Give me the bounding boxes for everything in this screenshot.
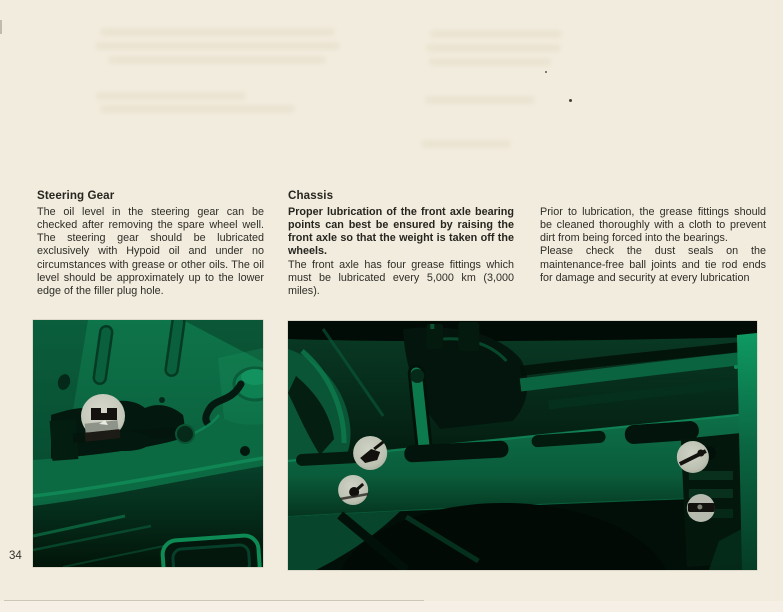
bleedthrough-artifact [426, 44, 561, 52]
steering-gear-photo [33, 320, 263, 567]
bleedthrough-artifact [108, 56, 326, 64]
scan-speck [545, 71, 547, 73]
section-heading-steering-gear: Steering Gear [37, 188, 115, 202]
grease-fitting-highlight-1 [353, 436, 387, 470]
chassis-column [288, 206, 514, 298]
front-axle-photo-art [288, 321, 757, 570]
dust-seals-paragraph: Please check the dust seals on the maintenance-free ball joints and tie rod ends for damage and security at every lubrication [540, 245, 766, 284]
bleedthrough-artifact [425, 96, 535, 104]
chassis-body-paragraph: The front axle has four grease fittings which must be lubricated every 5,000 km (3,000 miles). [288, 258, 514, 297]
bleedthrough-artifact [96, 92, 246, 100]
steering-gear-body: The oil level in the steering gear can be checked after removing the spare wheel well. The steering gear should be lubricated exclusively with Hypoid oil and under no circumstances with grease or other oils. The oil level should be approximately up to the lower edge of the filler plug hole. [37, 206, 264, 297]
scan-speck [0, 20, 2, 34]
steering-gear-photo-art [33, 320, 263, 567]
page-number: 34 [9, 550, 22, 562]
bleedthrough-artifact [100, 105, 295, 113]
grease-fitting-highlight-3 [677, 441, 709, 473]
bleedthrough-artifact [421, 140, 511, 148]
bleedthrough-artifact [100, 28, 335, 36]
section-heading-chassis: Chassis [288, 188, 334, 202]
grease-fitting-highlight-4 [687, 494, 715, 522]
chassis-continued-column [540, 206, 766, 285]
floor-pressing [162, 535, 261, 567]
front-axle-photo [288, 321, 757, 570]
scan-speck [569, 99, 572, 102]
chassis-lead-paragraph: Proper lubrication of the front axle bearing points can best be ensured by raising the front axle so that the weight is taken off the wheels. [288, 206, 514, 258]
bleedthrough-artifact [430, 30, 562, 38]
filler-plug-highlight [81, 394, 125, 442]
page-edge-strip [0, 601, 783, 612]
bleedthrough-artifact [429, 58, 551, 66]
steering-gear-column [37, 206, 264, 298]
lubrication-paragraph: Prior to lubrication, the grease fittings should be cleaned thoroughly with a cloth to prevent dirt from being forced into the bearings. [540, 206, 766, 245]
grease-fitting-highlight-2 [338, 475, 368, 505]
bleedthrough-artifact [95, 42, 340, 50]
